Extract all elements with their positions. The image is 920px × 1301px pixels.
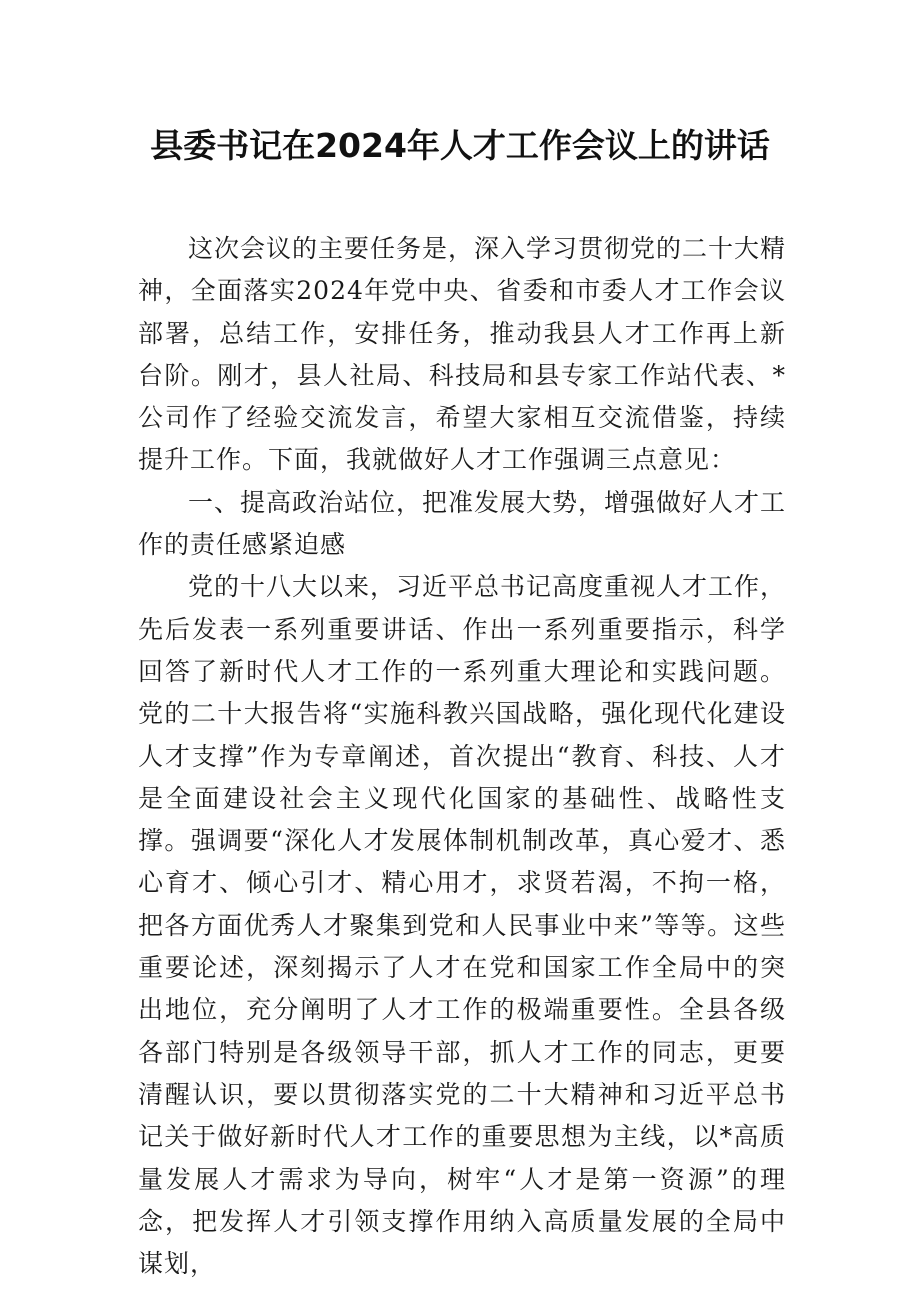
document-body [138, 228, 786, 1285]
document-title: 县委书记在2024年人才工作会议上的讲话 [150, 126, 770, 165]
section-heading-1: 一、提高政治站位，把准发展大势，增强做好人才工作的责任感紧迫感 [138, 487, 787, 560]
paragraph-section-1: 党的十八大以来，习近平总书记高度重视人才工作，先后发表一系列重要讲话、作出一系列重要指示，科学回答了新时代人才工作的一系列重大理论和实践问题。党的二十大报告将“实施科教兴国战略，强化现代化建设人才支撑”作为专章阐述，首次提出“教育、科技、人才是全面建设社会主义现代化国家的基础性、战略性支撑。强调要“深化人才发展体制机制改革，真心爱才、悉心育才、倾心引才、精心用才，求贤若渴，不拘一格，把各方面优秀人才聚集到党和人民事业中来”等等。这些重要论述，深刻揭示了人才在党和国家工作全局中的突出地位，充分阐明了人才工作的极端重要性。全县各级各部门特别是各级领导干部，抓人才工作的同志，更要清醒认识，要以贯彻落实党的二十大精神和习近平总书记关于做好新时代人才工作的重要思想为主线，以*高质量发展人才需求为导向，树牢“人才是第一资源”的理念，把发挥人才引领支撑作用纳入高质量发展的全局中谋划， [138, 572, 787, 1279]
paragraph-intro: 这次会议的主要任务是，深入学习贯彻党的二十大精神，全面落实2024年党中央、省委和市委人才工作会议部署，总结工作，安排任务，推动我县人才工作再上新台阶。刚才，县人社局、科技局和县专家工作站代表、*公司作了经验交流发言，希望大家相互交流借鉴，持续提升工作。下面，我就做好人才工作强调三点意见： [138, 234, 787, 475]
